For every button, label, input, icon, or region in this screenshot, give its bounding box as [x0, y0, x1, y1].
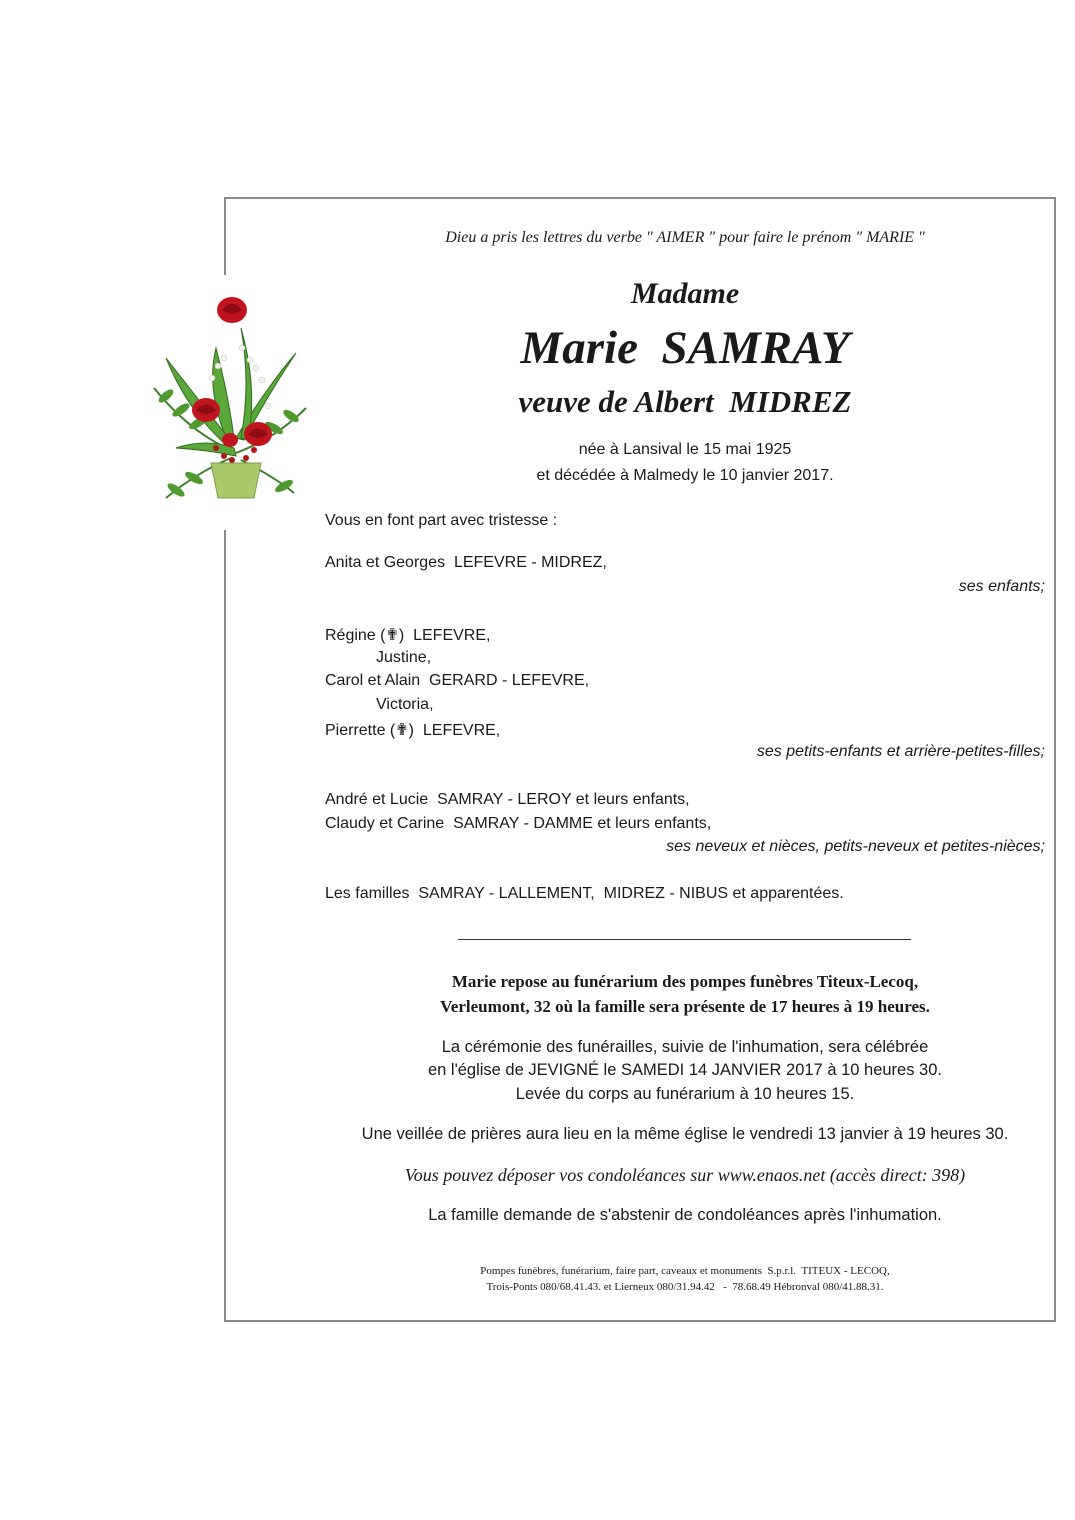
- children-line: Anita et Georges LEFEVRE - MIDREZ,: [325, 554, 607, 571]
- death-info: et décédée à Malmedy le 10 janvier 2017.: [536, 467, 834, 484]
- honorific: Madame: [630, 277, 740, 310]
- abstain-line: La famille demande de s'abstenir de condoléances après l'inhumation.: [428, 1206, 942, 1224]
- grandchild-carol: Carol et Alain GERARD - LEFEVRE,: [325, 672, 590, 689]
- funerarium-line-2: Verleumont, 32 où la famille sera présente de 17 heures à 19 heures.: [440, 997, 930, 1016]
- footer-line-1: Pompes funèbres, funérarium, faire part, caveaux et monuments S.p.r.l. TITEUX - LECOQ,: [480, 1265, 890, 1277]
- deceased-name: Marie SAMRAY: [520, 322, 850, 374]
- children-label: ses enfants;: [958, 578, 1045, 595]
- grandchildren-label: ses petits-enfants et arrière-petites-filles;: [756, 743, 1045, 760]
- grandchild-name: Pierrette (: [325, 722, 396, 739]
- nephew-line-2: Claudy et Carine SAMRAY - DAMME et leurs enfants,: [325, 815, 712, 832]
- vigil-line: Une veillée de prières aura lieu en la même église le vendredi 13 janvier à 19 heures 30.: [361, 1125, 1009, 1143]
- families-line: Les familles SAMRAY - LALLEMENT, MIDREZ - NIBUS et apparentées.: [325, 885, 844, 902]
- widow-of: veuve de Albert MIDREZ: [518, 384, 852, 419]
- cross-icon: ✟: [395, 722, 409, 739]
- condolences-line: Vous pouvez déposer vos condoléances sur www.enaos.net (accès direct: 398): [404, 1165, 966, 1185]
- nephews-label: ses neveux et nièces, petits-neveux et petites-nièces;: [666, 838, 1045, 855]
- nephew-line-1: André et Lucie SAMRAY - LEROY et leurs enfants,: [325, 791, 690, 808]
- grandchild-surname: ) LEFEVRE,: [408, 722, 501, 739]
- separator-line: [458, 939, 911, 940]
- great-grandchild-victoria: Victoria,: [376, 696, 434, 713]
- great-grandchild-justine: Justine,: [376, 649, 432, 666]
- intro-text: Vous en font part avec tristesse :: [325, 512, 558, 529]
- ceremony-line-1: La cérémonie des funérailles, suivie de l'inhumation, sera célébrée: [441, 1038, 929, 1056]
- footer-line-2: Trois-Ponts 080/68.41.43. et Lierneux 080/31.94.42 - 78.68.49 Hébronval 080/41.88.31.: [486, 1281, 884, 1293]
- funerarium-line-1: Marie repose au funérarium des pompes funèbres Titeux-Lecoq,: [451, 972, 919, 991]
- grandchild-surname: ) LEFEVRE,: [398, 627, 491, 644]
- rose-bouquet-image: [146, 288, 311, 516]
- grandchild-pierrette: [325, 720, 500, 740]
- birth-info: née à Lansival le 15 mai 1925: [578, 441, 792, 458]
- ceremony-line-2: en l'église de JEVIGNÉ le SAMEDI 14 JANVIER 2017 à 10 heures 30.: [427, 1061, 942, 1079]
- epigraph: Dieu a pris les lettres du verbe " AIMER " pour faire le prénom " MARIE ": [445, 229, 925, 246]
- grandchild-regine: [325, 625, 490, 645]
- grandchild-name: Régine (: [325, 627, 386, 644]
- cross-icon: ✟: [385, 627, 399, 644]
- ceremony-line-3: Levée du corps au funérarium à 10 heures 15.: [515, 1085, 855, 1103]
